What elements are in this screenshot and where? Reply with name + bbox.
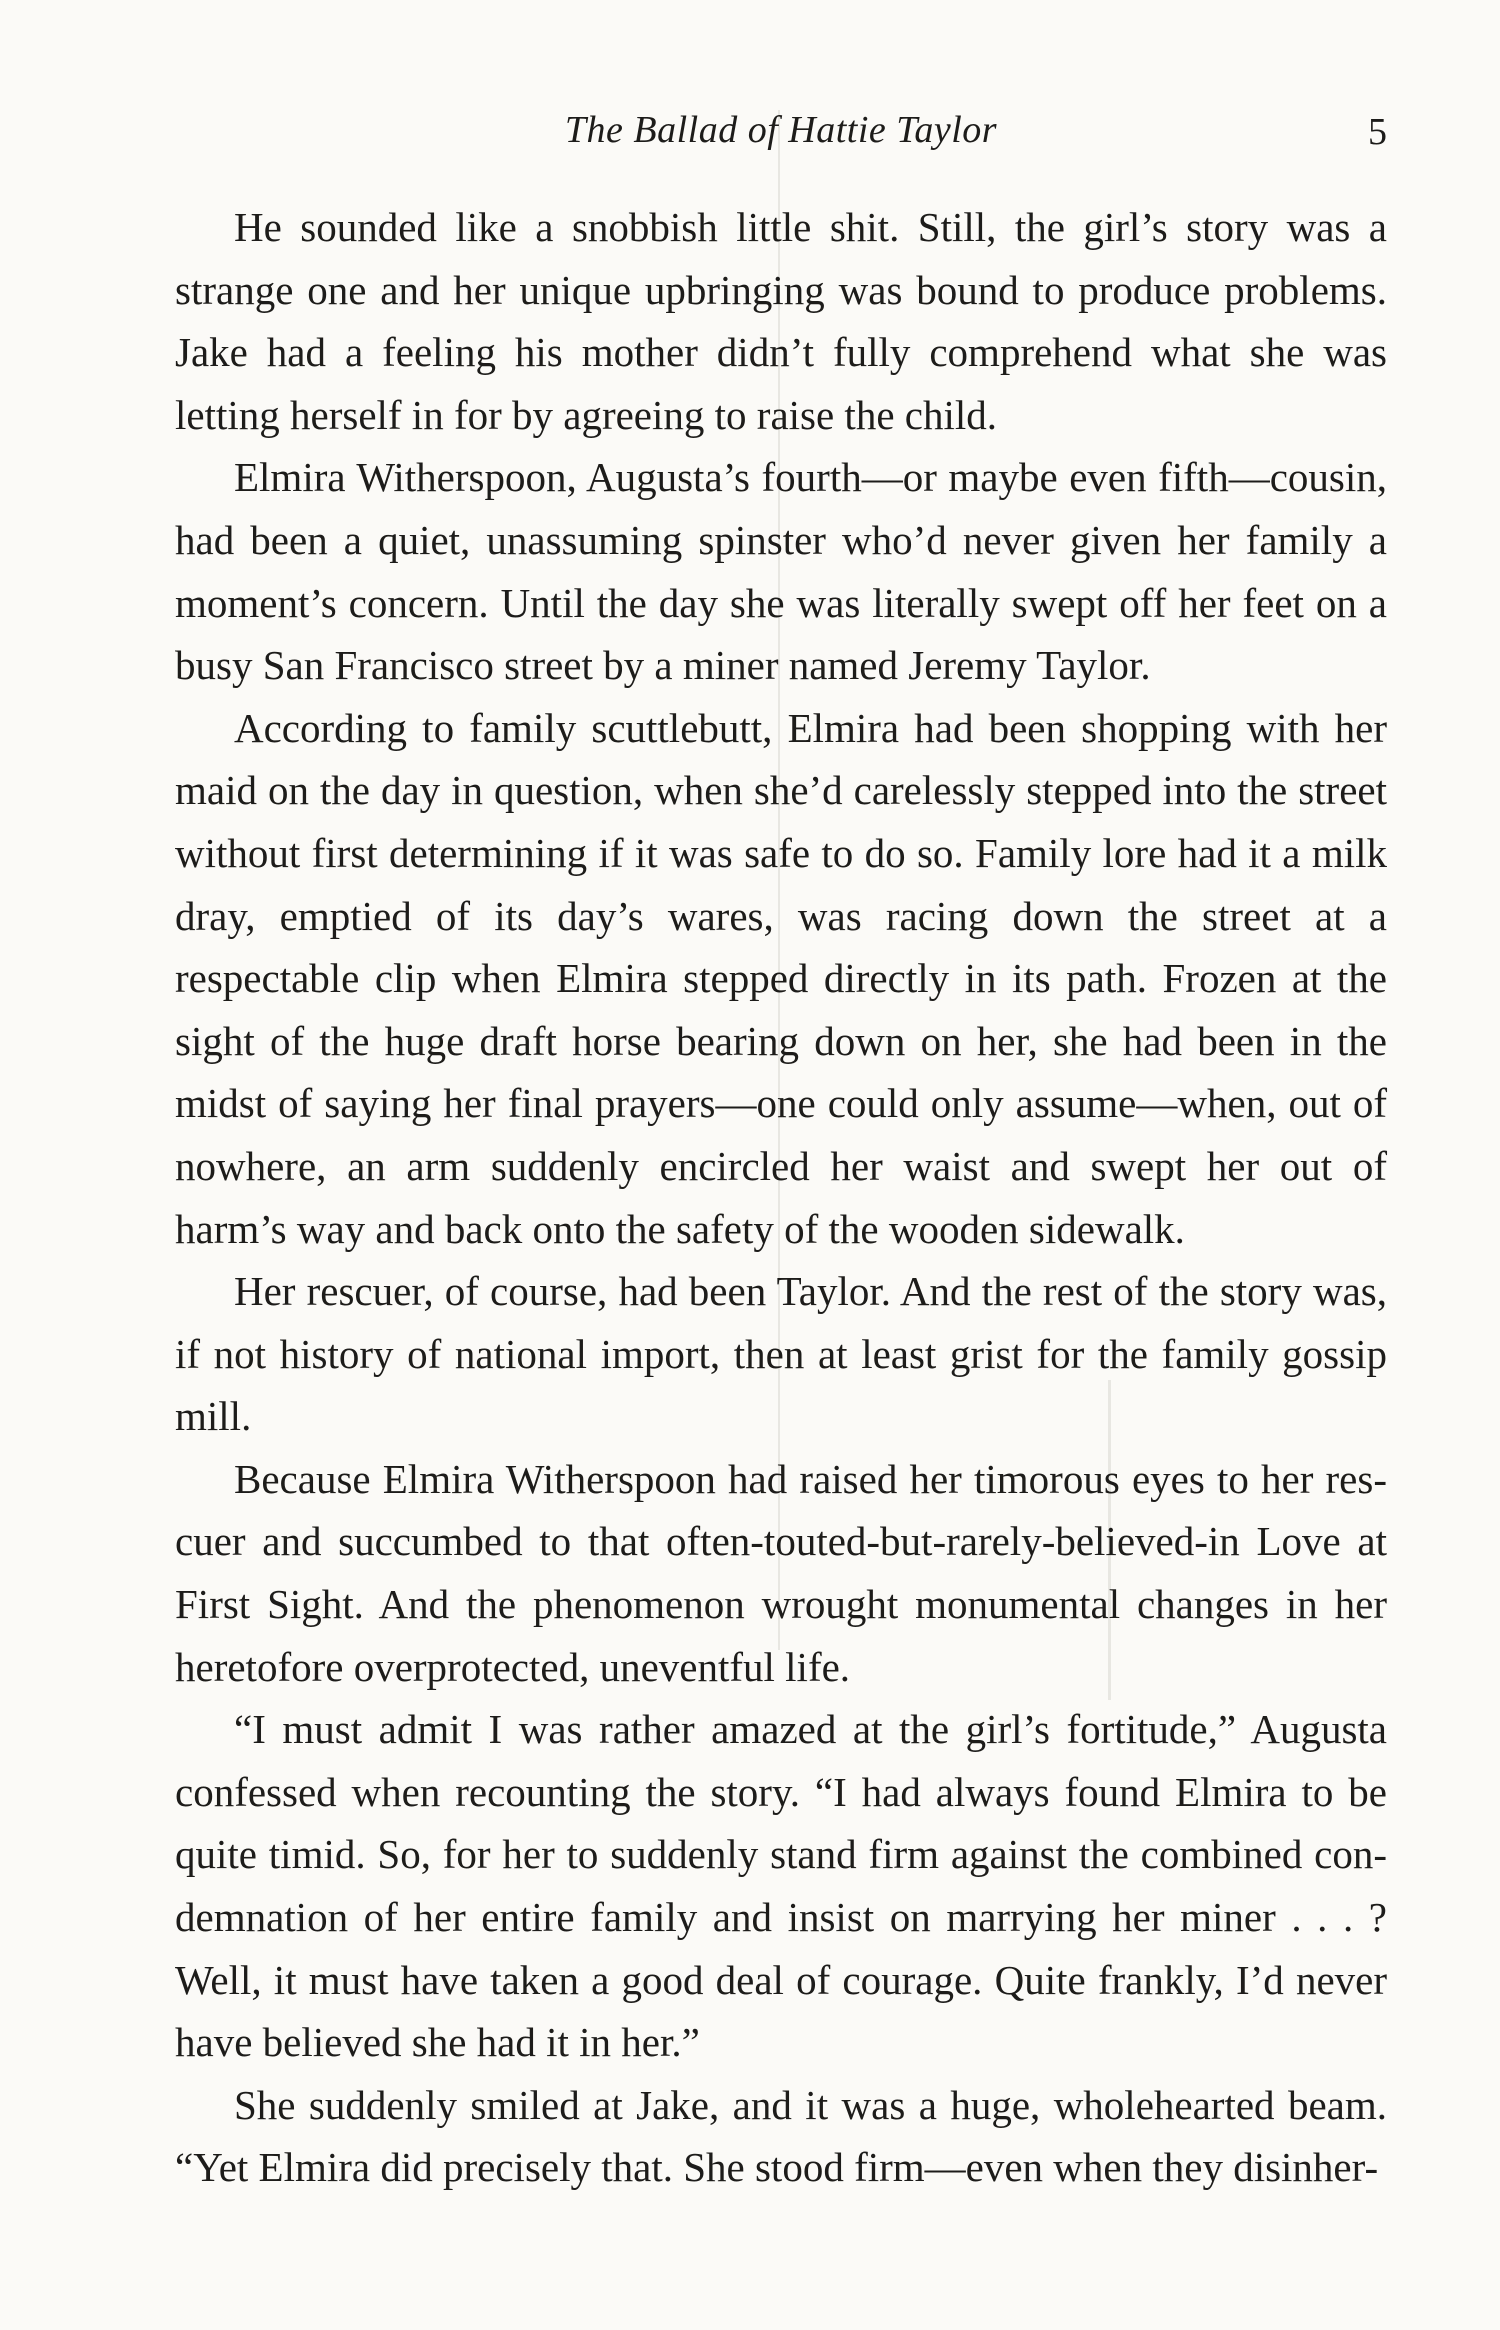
body-text: [175, 196, 1387, 2199]
paragraph: “I must admit I was rather amazed at the girl’s fortitude,” Augusta confessed when recounting the story. “I had always found Elmira to be quite timid. So, for her to suddenly stand firm against the combined condemnation of her entire family and insist on marrying her miner . . . ? Well, it must have taken a good deal of courage. Quite frankly, I’d never have believed she had it in her.”: [175, 1706, 1387, 2066]
page-number: 5: [1368, 111, 1387, 153]
running-header: [175, 108, 1387, 164]
running-title: The Ballad of Hattie Taylor: [564, 109, 998, 151]
paragraph: Elmira Witherspoon, Augusta’s fourth—or maybe even fifth—cousin, had been a quiet, unassuming spinster who’d never given her family a moment’s concern. Until the day she was literally swept off her feet on a busy San Francisco street by a miner named Jeremy Taylor.: [175, 454, 1387, 689]
paragraph: According to family scuttlebutt, Elmira had been shopping with her maid on the day in question, when she’d carelessly stepped into the street without first determining if it was safe to do so. Family lore had it a milk dray, emptied of its day’s wares, was racing down the street at a respectable clip when Elmira stepped directly in its path. Frozen at the sight of the huge draft horse bearing down on her, she had been in the midst of saying her final prayers—one could only assume—when, out of nowhere, an arm suddenly encircled her waist and swept her out of harm’s way and back onto the safety of the wooden sidewalk.: [175, 704, 1387, 1252]
paragraph: Her rescuer, of course, had been Taylor. And the rest of the story was, if not history of national import, then at least grist for the family gossip mill.: [175, 1268, 1387, 1440]
paragraph: She suddenly smiled at Jake, and it was a huge, wholehearted beam. “Yet Elmira did precisely that. She stood firm—even when they disinher-: [175, 2081, 1387, 2191]
paragraph: He sounded like a snobbish little shit. Still, the girl’s story was a strange one and her unique upbringing was bound to produce problems. Jake had a feeling his mother didn’t fully comprehend what she was letting herself in for by agreeing to raise the child.: [175, 204, 1387, 438]
paragraph: Because Elmira Witherspoon had raised her timorous eyes to her rescuer and succumbed to that often-touted-but-rarely-believed-in Love at First Sight. And the phenomenon wrought monumental changes in her heretofore overprotected, uneventful life.: [175, 1455, 1387, 1690]
